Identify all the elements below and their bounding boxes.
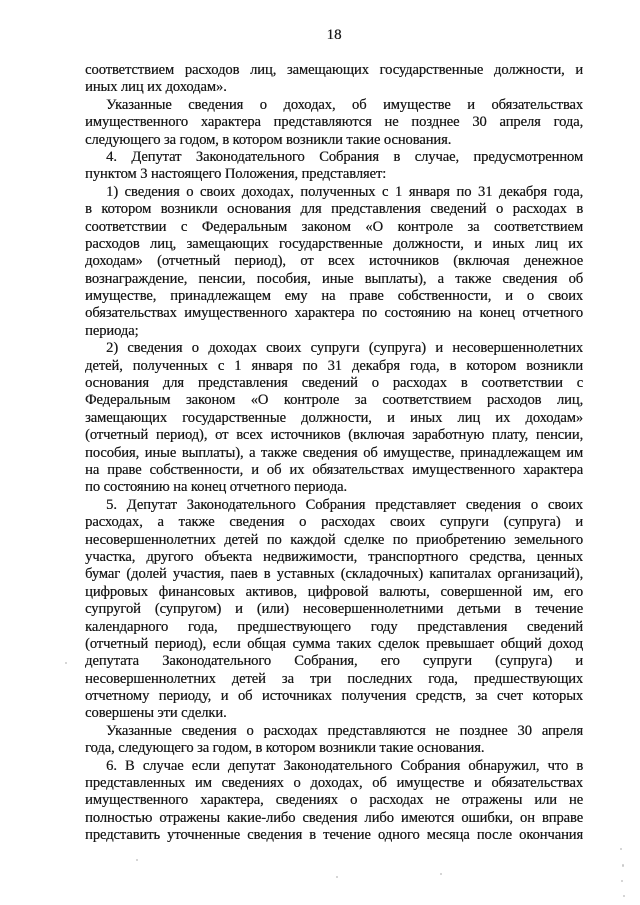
text-line: несовершеннолетних детей по каждой сделке по приобретению земельного xyxy=(85,531,583,548)
text-line: доходам» (отчетный период), от всех источников (включая денежное xyxy=(85,253,583,270)
scan-artifact xyxy=(440,873,442,875)
text-line: 6. В случае если депутат Законодательного Собрания обнаружил, что в xyxy=(106,757,583,774)
text-line: цифровых финансовых активов, цифровой валюты, совершенной им, его xyxy=(85,583,583,600)
scan-artifact xyxy=(65,662,67,664)
text-line: замещающих государственные должности, и иных лиц их доходам» xyxy=(85,409,583,426)
paragraph xyxy=(85,758,583,845)
text-line: основания для представления сведений о расходах в соответствии с xyxy=(85,375,583,392)
text-line: имущественного характера представляются не позднее 30 апреля года, xyxy=(85,114,583,131)
text-line: календарного года, предшествующего году представления сведений xyxy=(85,618,583,635)
text-line: соответствии с Федеральным законом «О контроле за соответствием xyxy=(85,218,583,235)
text-line: несовершеннолетних детей за три последних года, предшествующих xyxy=(85,670,583,687)
text-line: отчетному периоду, и об источниках получения средств, за счет которых xyxy=(85,688,583,705)
text-line: пунктом 3 настоящего Положения, представляет: xyxy=(85,166,387,183)
text-line: года, следующего за годом, в котором возникли такие основания. xyxy=(85,740,485,757)
paragraph xyxy=(85,149,583,184)
text-line: имущественного характера, сведениях о расходах не отражены или не xyxy=(85,792,583,809)
page-number: 18 xyxy=(326,27,342,43)
text-line: 1) сведения о своих доходах, полученных с 1 января по 31 декабря года, xyxy=(106,183,583,200)
text-line: имуществе, принадлежащем ему на праве собственности, и о своих xyxy=(85,288,583,305)
scan-artifact xyxy=(621,880,623,882)
text-line: полностью отражены какие-либо сведения либо имеются ошибки, он вправе xyxy=(85,809,583,826)
text-line: следующего за годом, в котором возникли такие основания. xyxy=(85,131,452,148)
text-line: Указанные сведения о доходах, об имуществе и обязательствах xyxy=(106,96,583,113)
paragraph xyxy=(85,62,583,97)
paragraph xyxy=(85,184,583,341)
text-line: депутата Законодательного Собрания, его супруги (супруга) и xyxy=(85,653,583,670)
text-line: соответствием расходов лиц, замещающих государственные должности, и xyxy=(85,62,583,78)
text-line: детей, полученных с 1 января по 31 декабря года, в котором возникли xyxy=(85,357,583,374)
text-line: супругой (супругом) и (или) несовершеннолетними детьми в течение xyxy=(85,601,583,618)
paragraph xyxy=(85,497,583,723)
text-line: совершены эти сделки. xyxy=(85,705,227,722)
paragraph xyxy=(85,340,583,497)
scan-artifact xyxy=(136,859,138,861)
text-line: в котором возникли основания для представления сведений о расходах в xyxy=(85,201,583,218)
document-body xyxy=(85,62,583,845)
text-line: 4. Депутат Законодательного Собрания в случае, предусмотренном xyxy=(106,148,583,165)
text-line: по состоянию на конец отчетного периода. xyxy=(85,479,347,496)
text-line: 2) сведения о доходах своих супруги (супруга) и несовершеннолетних xyxy=(106,340,583,357)
text-line: обязательствах имущественного характера по состоянию на конец отчетного xyxy=(85,305,583,322)
scan-artifact xyxy=(336,876,338,878)
text-line: расходах, а также сведения о расходах своих супруги (супруга) и xyxy=(85,514,583,531)
text-line: представленных им сведениях о доходах, об имуществе и обязательствах xyxy=(85,775,583,792)
text-line: расходов лиц, замещающих государственные должности, и иных лиц их xyxy=(85,235,583,252)
paragraph xyxy=(85,97,583,149)
text-line: периода; xyxy=(85,322,139,339)
text-line: на праве собственности, и об их обязательствах имущественного характера xyxy=(85,461,583,478)
text-line: Указанные сведения о расходах представляются не позднее 30 апреля xyxy=(106,722,583,739)
text-line: (отчетный период), если общая сумма таких сделок превышает общий доход xyxy=(85,635,583,652)
scan-artifact xyxy=(623,895,625,897)
scan-artifact xyxy=(620,848,622,850)
text-line: иных лиц их доходам». xyxy=(85,79,227,96)
text-line: участка, другого объекта недвижимости, транспортного средства, ценных xyxy=(85,548,583,565)
text-line: 5. Депутат Законодательного Собрания представляет сведения о своих xyxy=(106,496,583,513)
text-line: представить уточненные сведения в течение одного месяца после окончания xyxy=(85,827,583,844)
text-line: Федеральным законом «О контроле за соответствием расходов лиц, xyxy=(85,392,583,409)
scan-artifact xyxy=(622,864,624,867)
text-line: пособия, иные выплаты), а также сведения об имуществе, принадлежащем им xyxy=(85,444,583,461)
paragraph xyxy=(85,723,583,758)
text-line: бумаг (долей участия, паев в уставных (складочных) капиталах организаций), xyxy=(85,566,583,583)
text-line: (отчетный период), от всех источников (включая заработную плату, пенсии, xyxy=(85,427,583,444)
text-line: вознаграждение, пенсии, пособия, иные выплаты), а также сведения об xyxy=(85,270,583,287)
